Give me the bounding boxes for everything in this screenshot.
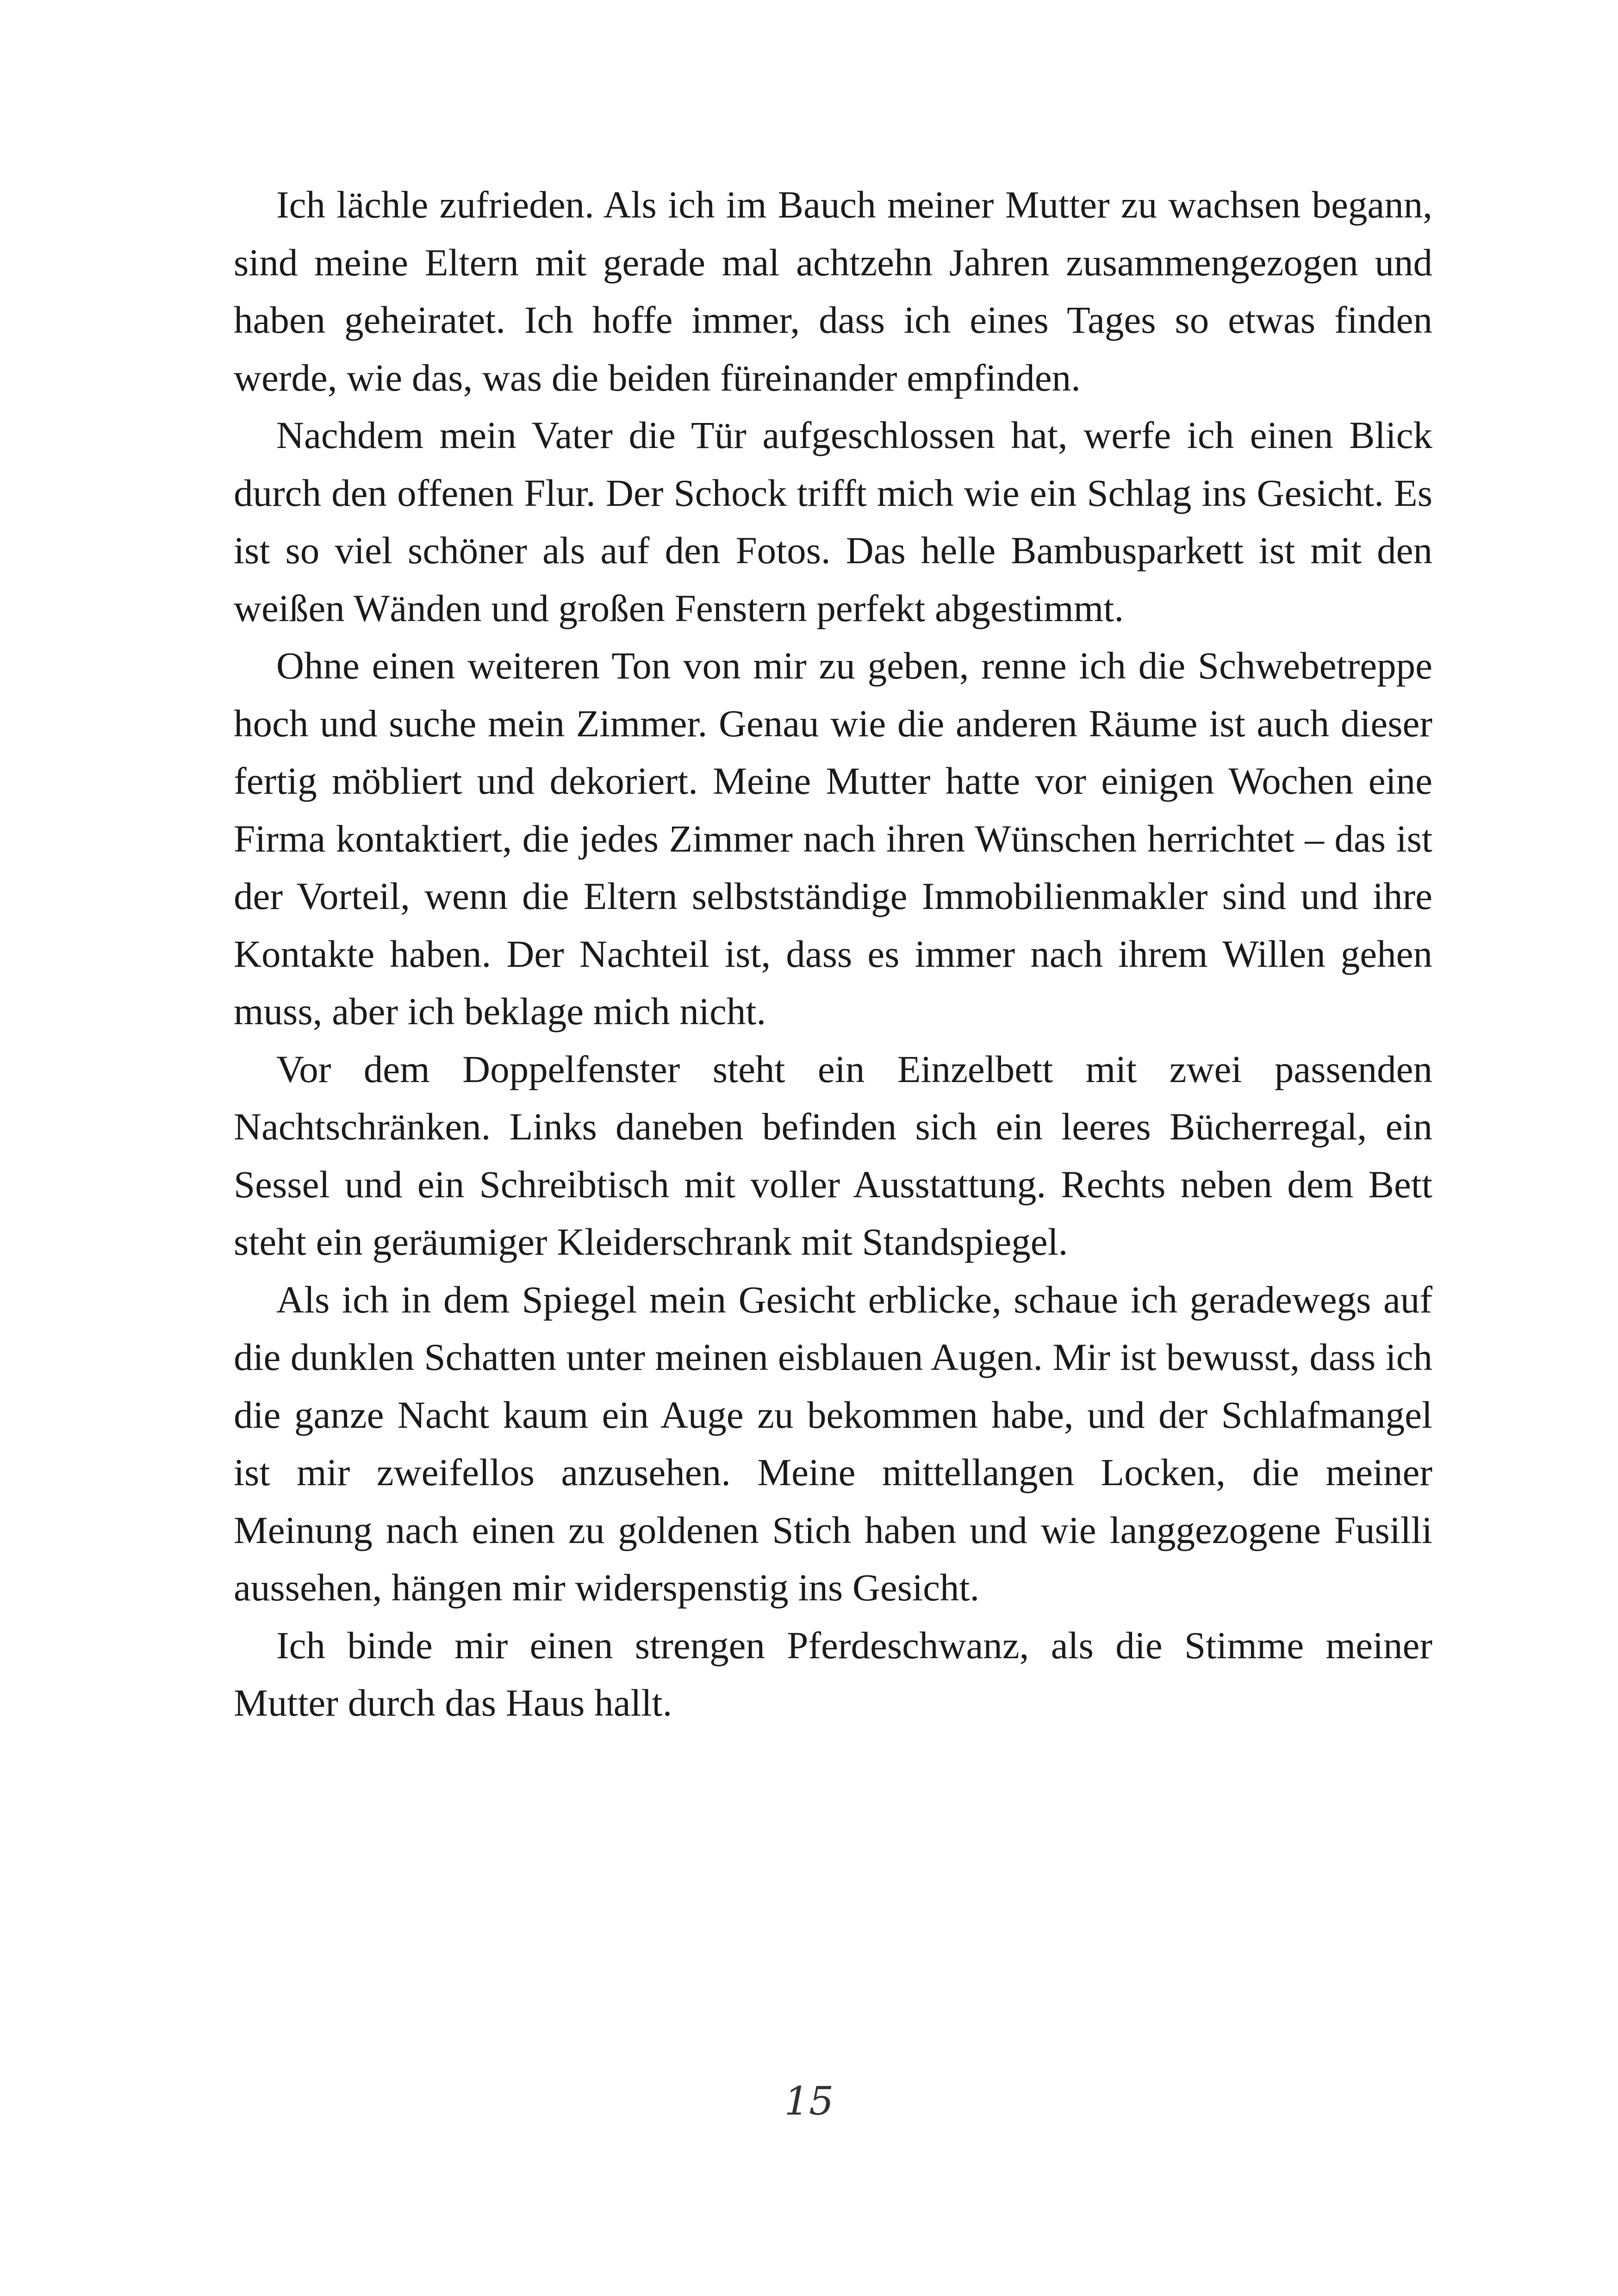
paragraph: Vor dem Doppelfenster steht ein Einzelbett mit zwei passenden Nachtschränken. Links daneben befinden sich ein leeres Bücherregal, ein Sessel und ein Schreibtisch mit voller Ausstattung. Rechts neben dem Bett steht ein geräumiger Kleiderschrank mit Standspiegel. <box>234 1047 1432 1263</box>
paragraph: Nachdem mein Vater die Tür aufgeschlossen hat, werfe ich einen Blick durch den offenen Flur. Der Schock trifft mich wie ein Schlag ins Gesicht. Es ist so viel schöner als auf den Fotos. Das helle Bambusparkett ist mit den weißen Wänden und großen Fenstern perfekt abgestimmt. <box>234 414 1432 629</box>
paragraph: Ich lächle zufrieden. Als ich im Bauch meiner Mutter zu wachsen begann, sind meine Eltern mit gerade mal achtzehn Jahren zusammengezogen und haben geheiratet. Ich hoffe immer, dass ich eines Tages so etwas finden werde, wie das, was die beiden füreinander empfinden. <box>234 183 1432 399</box>
paragraph: Als ich in dem Spiegel mein Gesicht erblicke, schaue ich geradewegs auf die dunklen Schatten unter meinen eisblauen Augen. Mir ist bewusst, dass ich die ganze Nacht kaum ein Auge zu bekommen habe, und der Schlafmangel ist mir zweifellos anzusehen. Meine mittellangen Locken, die meiner Meinung nach einen zu goldenen Stich haben und wie langgezogene Fusilli aussehen, hängen mir widerspenstig ins Gesicht. <box>234 1278 1432 1609</box>
paragraph: Ohne einen weiteren Ton von mir zu geben, renne ich die Schwebetreppe hoch und suche mein Zimmer. Genau wie die anderen Räume ist auch dieser fertig möbliert und dekoriert. Meine Mutter hatte vor einigen Wochen eine Firma kontaktiert, die jedes Zimmer nach ihren Wünschen herrichtet – das ist der Vorteil, wenn die Eltern selbstständige Immobilienmakler sind und ihre Kontakte haben. Der Nachteil ist, dass es immer nach ihrem Willen gehen muss, aber ich beklage mich nicht. <box>234 644 1432 1033</box>
paragraph: Ich binde mir einen strengen Pferdeschwanz, als die Stimme meiner Mutter durch das Haus hallt. <box>234 1624 1432 1724</box>
body-text <box>234 176 1432 1732</box>
page-number: 15 <box>784 2078 834 2124</box>
